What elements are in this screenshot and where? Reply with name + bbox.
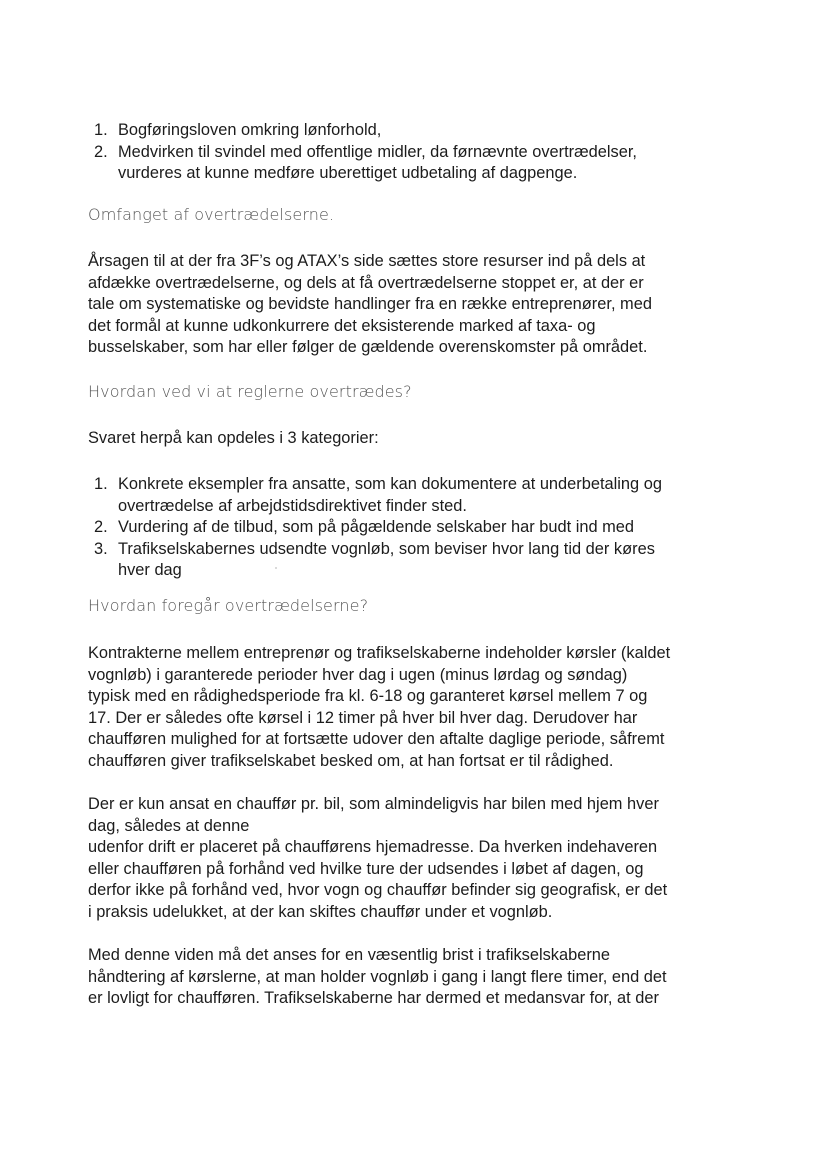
paragraph-line: eller chaufføren på forhånd ved hvilke ture der udsendes i løbet af dagen, og <box>88 859 644 878</box>
paragraph-line: vognløb) i garanterede perioder hver dag i ugen (minus lørdag og søndag) <box>88 665 628 684</box>
list-item-text: Konkrete eksempler fra ansatte, som kan dokumentere at underbetaling og <box>118 475 662 493</box>
paragraph-contracts <box>88 643 748 772</box>
list-item-number: 1. <box>94 475 108 493</box>
list-item-number: 2. <box>94 142 108 161</box>
paragraph-scope <box>88 251 748 359</box>
list-item-number: 1. <box>94 121 108 139</box>
section-heading-how-occur <box>88 595 748 617</box>
paragraph-line: derfor ikke på forhånd ved, hvor vogn og chauffør befinder sig geografisk, er det <box>88 881 668 899</box>
list-item-text: hver dag <box>118 561 182 579</box>
paragraph-line: håndtering af kørslerne, at man holder vognløb i gang i langt flere timer, end det <box>88 967 667 986</box>
list-item-text: vurderes at kunne medføre uberettiget udbetaling af dagpenge. <box>118 164 578 182</box>
list-item <box>88 539 748 582</box>
list-item <box>88 474 748 517</box>
numbered-list-legal-basis <box>88 120 748 185</box>
paragraph-line: dag, således at denne <box>88 816 250 835</box>
paragraph-line: Årsagen til at der fra 3F’s og ATAX’s side sættes store resurser ind på dels at <box>88 252 646 270</box>
paragraph-line: chaufføren giver trafikselskabet besked om, at han fortsat er til rådighed. <box>88 751 614 770</box>
list-item-text: Vurdering af de tilbud, som på pågældende selskaber har budt ind med <box>118 518 635 536</box>
paragraph-line: afdække overtrædelserne, og dels at få overtrædelserne stoppet er, at der er <box>88 273 644 292</box>
list-item <box>88 142 748 185</box>
paragraph-line: busselskaber, som har eller følger de gældende overenskomster på området. <box>88 338 648 356</box>
paragraph-line: tale om systematiske og bevidste handlinger fra en række entreprenører, med <box>88 295 652 313</box>
heading-text: Omfanget af overtrædelserne. <box>88 205 335 224</box>
paragraph-line: chaufføren mulighed for at fortsætte udover den aftalte daglige periode, såfremt <box>88 730 665 748</box>
paragraph-line: Med denne viden må det anses for en væsentlig brist i trafikselskaberne <box>88 946 611 964</box>
list-item-number: 2. <box>94 518 108 536</box>
paragraph-categories-intro <box>88 428 748 450</box>
paragraph-line: typisk med en rådighedsperiode fra kl. 6-18 og garanteret kørsel mellem 7 og <box>88 687 648 705</box>
paragraph-line: 17. Der er således ofte kørsel i 12 timer på hver bil hver dag. Derudover har <box>88 708 638 727</box>
paragraph-line: Der er kun ansat en chauffør pr. bil, som almindeligvis har bilen med hjem hver <box>88 795 659 813</box>
paragraph-conclusion <box>88 945 748 1010</box>
heading-text: Hvordan ved vi at reglerne overtrædes? <box>88 382 412 401</box>
paragraph-line: Svaret herpå kan opdeles i 3 kategorier: <box>88 429 379 447</box>
numbered-list-categories <box>88 474 748 582</box>
paragraph-drivers <box>88 794 748 923</box>
list-item-text: Bogføringsloven omkring lønforhold, <box>118 121 382 139</box>
list-item-text: overtrædelse af arbejdstidsdirektivet finder sted. <box>118 496 467 515</box>
list-item-text: Medvirken til svindel med offentlige midler, da førnævnte overtrædelser, <box>118 142 637 161</box>
paragraph-line: det formål at kunne udkonkurrere det eksisterende marked af taxa- og <box>88 316 596 335</box>
paragraph-line: er lovligt for chaufføren. Trafikselskaberne har dermed et medansvar for, at der <box>88 989 659 1007</box>
list-item-text: Trafikselskabernes udsendte vognløb, som beviser hvor lang tid der køres <box>118 539 655 558</box>
section-heading-how-known <box>88 381 748 403</box>
list-item <box>88 517 748 539</box>
scan-speck <box>275 567 277 569</box>
list-item <box>88 120 748 142</box>
paragraph-line: i praksis udelukket, at der kan skiftes chauffør under et vognløb. <box>88 902 553 921</box>
section-heading-scope <box>88 204 748 226</box>
heading-text: Hvordan foregår overtrædelserne? <box>88 596 369 615</box>
list-item-number: 3. <box>94 539 108 558</box>
paragraph-line: udenfor drift er placeret på chaufførens hjemadresse. Da hverken indehaveren <box>88 838 658 856</box>
paragraph-line: Kontrakterne mellem entreprenør og trafikselskaberne indeholder kørsler (kaldet <box>88 644 671 662</box>
